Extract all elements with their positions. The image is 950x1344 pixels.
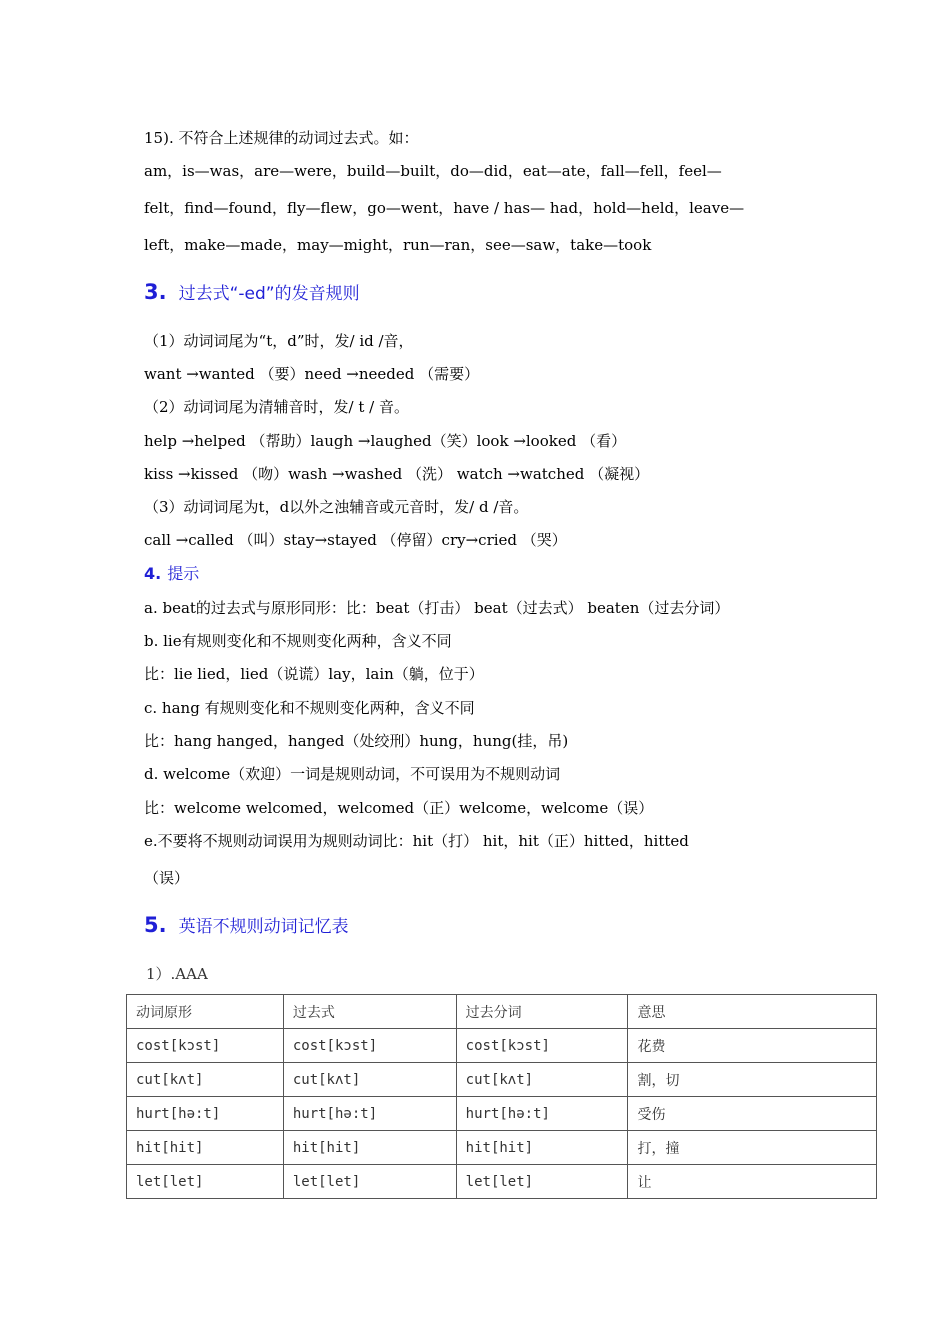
header-base-form: 动词原形	[127, 995, 284, 1029]
cell-base-form: hit[hit]	[127, 1131, 284, 1165]
section-3-line-6: （3）动词词尾为t，d以外之浊辅音或元音时，发/ d /音。	[144, 498, 529, 516]
section-3-line-5: kiss →kissed （吻）wash →washed （洗） watch →watched （凝视）	[144, 465, 650, 483]
cell-past-tense: hit[hit]	[283, 1131, 456, 1165]
table-header-row	[127, 995, 877, 1029]
section-4-line-9: （误）	[144, 869, 190, 887]
section-5-number: 5.	[144, 913, 167, 937]
section-3-line-7: call →called （叫）stay→stayed （停留）cry→cried （哭）	[144, 531, 567, 549]
cell-meaning: 打，撞	[628, 1131, 877, 1165]
table-row	[127, 1131, 877, 1165]
cell-past-participle: cost[kɔst]	[456, 1029, 628, 1063]
cell-past-tense: cut[kʌt]	[283, 1063, 456, 1097]
section-3-line-2: want →wanted （要）need →needed （需要）	[144, 365, 480, 383]
cell-past-tense: hurt[hə:t]	[283, 1097, 456, 1131]
table-caption: 1）.AAA	[146, 965, 208, 983]
section-4-line-6: d. welcome（欢迎）一词是规则动词，不可误用为不规则动词	[144, 765, 561, 783]
section-3-line-4: help →helped （帮助）laugh →laughed（笑）look →looked （看）	[144, 432, 627, 450]
section-15-title: 15). 不符合上述规律的动词过去式。如：	[144, 129, 419, 147]
section-4-title: 提示	[167, 564, 200, 583]
irregular-verb-table	[126, 994, 877, 1199]
section-3-line-3: （2）动词词尾为清辅音时，发/ t / 音。	[144, 398, 409, 416]
section-4-line-1: a. beat的过去式与原形同形：比：beat（打击） beat（过去式） beaten（过去分词）	[144, 599, 730, 617]
cell-meaning: 割，切	[628, 1063, 877, 1097]
cell-past-tense: let[let]	[283, 1165, 456, 1199]
section-15-line-1: am，is—was，are—were，build—built，do—did，eat—ate，fall—fell，feel—	[144, 162, 722, 180]
section-4-line-5: 比：hang hanged，hanged（处绞刑）hung，hung(挂，吊)	[144, 732, 569, 750]
cell-base-form: hurt[hə:t]	[127, 1097, 284, 1131]
table-row	[127, 1029, 877, 1063]
cell-base-form: cost[kɔst]	[127, 1029, 284, 1063]
table-row	[127, 1165, 877, 1199]
section-15-line-2: felt，find—found，fly—flew，go—went，have / has— had，hold—held，leave—	[144, 199, 745, 217]
cell-base-form: cut[kʌt]	[127, 1063, 284, 1097]
cell-past-participle: let[let]	[456, 1165, 628, 1199]
section-5-heading	[144, 913, 349, 939]
cell-past-participle: hit[hit]	[456, 1131, 628, 1165]
cell-meaning: 让	[628, 1165, 877, 1199]
section-3-number: 3.	[144, 280, 167, 304]
section-5-title: 英语不规则动词记忆表	[178, 917, 349, 937]
section-4-number: 4.	[144, 564, 162, 583]
cell-past-tense: cost[kɔst]	[283, 1029, 456, 1063]
section-4-line-2: b. lie有规则变化和不规则变化两种，含义不同	[144, 632, 452, 650]
table-row	[127, 1097, 877, 1131]
header-meaning: 意思	[628, 995, 877, 1029]
section-4-line-8: e.不要将不规则动词误用为规则动词比：hit（打） hit，hit（正）hitted，hitted	[144, 832, 689, 850]
header-past-tense: 过去式	[283, 995, 456, 1029]
table-row	[127, 1063, 877, 1097]
section-4-heading	[144, 562, 199, 586]
section-4-line-7: 比：welcome welcomed，welcomed（正）welcome，welcome（误）	[144, 799, 654, 817]
cell-meaning: 受伤	[628, 1097, 877, 1131]
cell-past-participle: cut[kʌt]	[456, 1063, 628, 1097]
section-4-line-3: 比：lie lied，lied（说谎）lay，lain（躺，位于）	[144, 665, 484, 683]
cell-meaning: 花费	[628, 1029, 877, 1063]
header-past-participle: 过去分词	[456, 995, 628, 1029]
section-3-title: 过去式“-ed”的发音规则	[178, 284, 360, 304]
section-3-heading	[144, 280, 360, 306]
section-4-line-4: c. hang 有规则变化和不规则变化两种，含义不同	[144, 699, 475, 717]
section-15-line-3: left，make—made，may—might，run—ran，see—saw，take—took	[144, 236, 652, 254]
cell-base-form: let[let]	[127, 1165, 284, 1199]
cell-past-participle: hurt[hə:t]	[456, 1097, 628, 1131]
section-3-line-1: （1）动词词尾为“t，d”时，发/ id /音，	[144, 332, 414, 350]
